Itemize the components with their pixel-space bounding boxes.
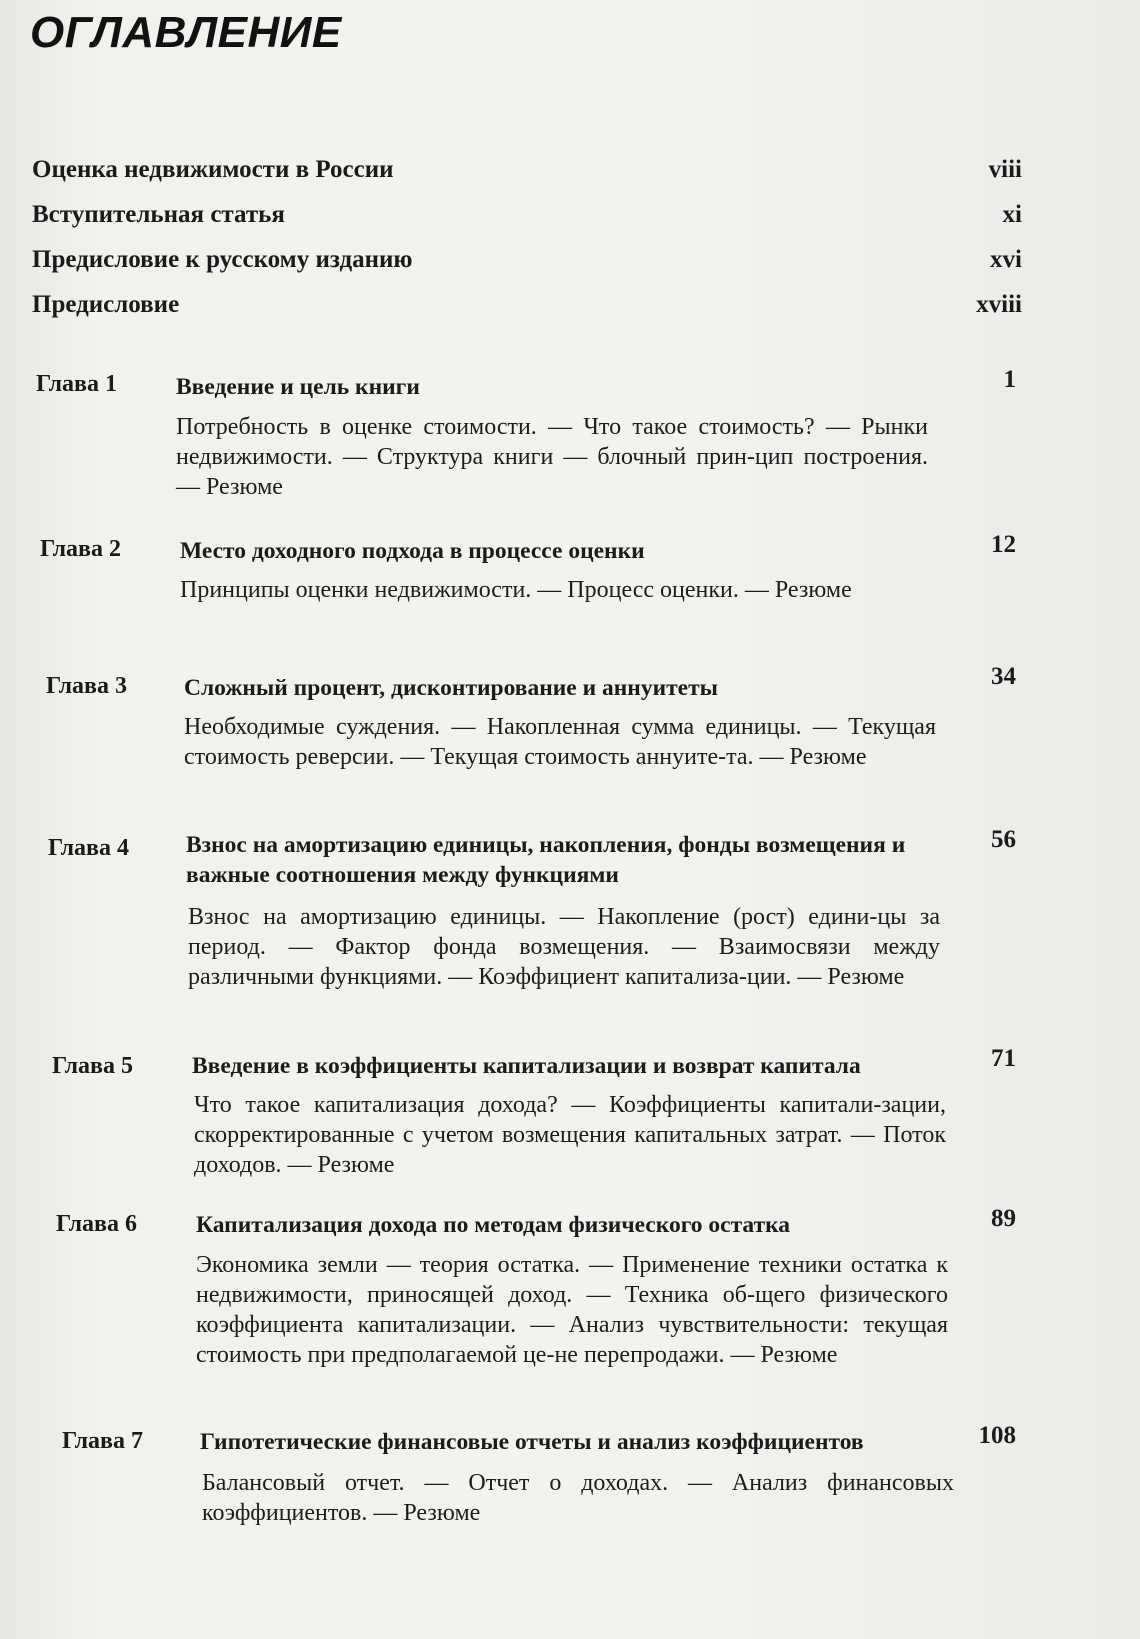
chapter-summary: Взнос на амортизацию единицы. — Накопление (рост) едини-цы за период. — Фактор фонда возмещения. — Взаимосвязи между различными функциями. — Коэффициент капитализа-ции. — Резюме xyxy=(188,904,940,990)
chapter-page: 108 xyxy=(978,1422,1016,1449)
chapter-page: 34 xyxy=(991,663,1016,690)
chapter-summary: Что такое капитализация дохода? — Коэффициенты капитали-зации, скорректированные с учетом возмещения капитальных затрат. — Поток доходов. — Резюме xyxy=(194,1092,946,1178)
chapter-label: Глава 4 xyxy=(48,835,129,861)
front-matter-page: xviii xyxy=(976,291,1022,318)
chapter-page: 89 xyxy=(991,1205,1016,1232)
chapter-title: Место доходного подхода в процессе оценки xyxy=(180,538,645,564)
chapter-title: Капитализация дохода по методам физического остатка xyxy=(196,1212,791,1238)
front-matter-page: xvi xyxy=(990,246,1022,273)
chapter-label: Глава 6 xyxy=(56,1211,137,1237)
chapter-label: Глава 5 xyxy=(52,1053,133,1079)
front-matter-title: Вступительная статья xyxy=(32,201,285,228)
front-matter-list xyxy=(32,156,1022,336)
front-matter-entry[interactable] xyxy=(32,156,1022,201)
chapter-page: 12 xyxy=(991,531,1016,558)
chapter-title: Взнос на амортизацию единицы, накопления, фонды возмещения и важные соотношения между функциями xyxy=(186,832,906,888)
chapter-title: Введение и цель книги xyxy=(176,374,420,400)
front-matter-entry[interactable] xyxy=(32,246,1022,291)
chapter-title: Сложный процент, дисконтирование и аннуитеты xyxy=(184,675,718,701)
chapter-page: 71 xyxy=(991,1045,1016,1072)
chapter-label: Глава 7 xyxy=(62,1428,143,1454)
chapter-page: 56 xyxy=(991,826,1016,853)
chapter-label: Глава 1 xyxy=(36,371,117,397)
chapter-summary: Принципы оценки недвижимости. — Процесс оценки. — Резюме xyxy=(180,577,852,603)
front-matter-title: Оценка недвижимости в России xyxy=(32,156,394,183)
front-matter-title: Предисловие к русскому изданию xyxy=(32,246,413,273)
chapter-title: Введение в коэффициенты капитализации и возврат капитала xyxy=(192,1053,861,1079)
chapter-title: Гипотетические финансовые отчеты и анализ коэффициентов xyxy=(200,1429,864,1455)
chapter-label: Глава 3 xyxy=(46,673,127,699)
chapter-summary: Необходимые суждения. — Накопленная сумма единицы. — Текущая стоимость реверсии. — Текущая стоимость аннуите-та. — Резюме xyxy=(184,714,936,770)
chapter-label: Глава 2 xyxy=(40,536,121,562)
front-matter-entry[interactable] xyxy=(32,291,1022,336)
front-matter-page: xi xyxy=(1002,201,1022,228)
chapter-page: 1 xyxy=(1003,366,1016,393)
front-matter-title: Предисловие xyxy=(32,291,180,318)
chapter-summary: Балансовый отчет. — Отчет о доходах. — Анализ финансовых коэффициентов. — Резюме xyxy=(202,1470,954,1526)
front-matter-entry[interactable] xyxy=(32,201,1022,246)
chapter-summary: Экономика земли — теория остатка. — Применение техники остатка к недвижимости, приносящей доход. — Техника об-щего физического коэффициента капитализации. — Анализ чувствительности: текущая стоимость при предполагаемой це-не перепродажи. — Резюме xyxy=(196,1252,948,1368)
chapter-summary: Потребность в оценке стоимости. — Что такое стоимость? — Рынки недвижимости. — Структура книги — блочный прин-цип построения. — Резюме xyxy=(176,414,928,500)
front-matter-page: viii xyxy=(988,156,1022,183)
toc-heading: ОГЛАВЛЕНИЕ xyxy=(30,8,342,57)
